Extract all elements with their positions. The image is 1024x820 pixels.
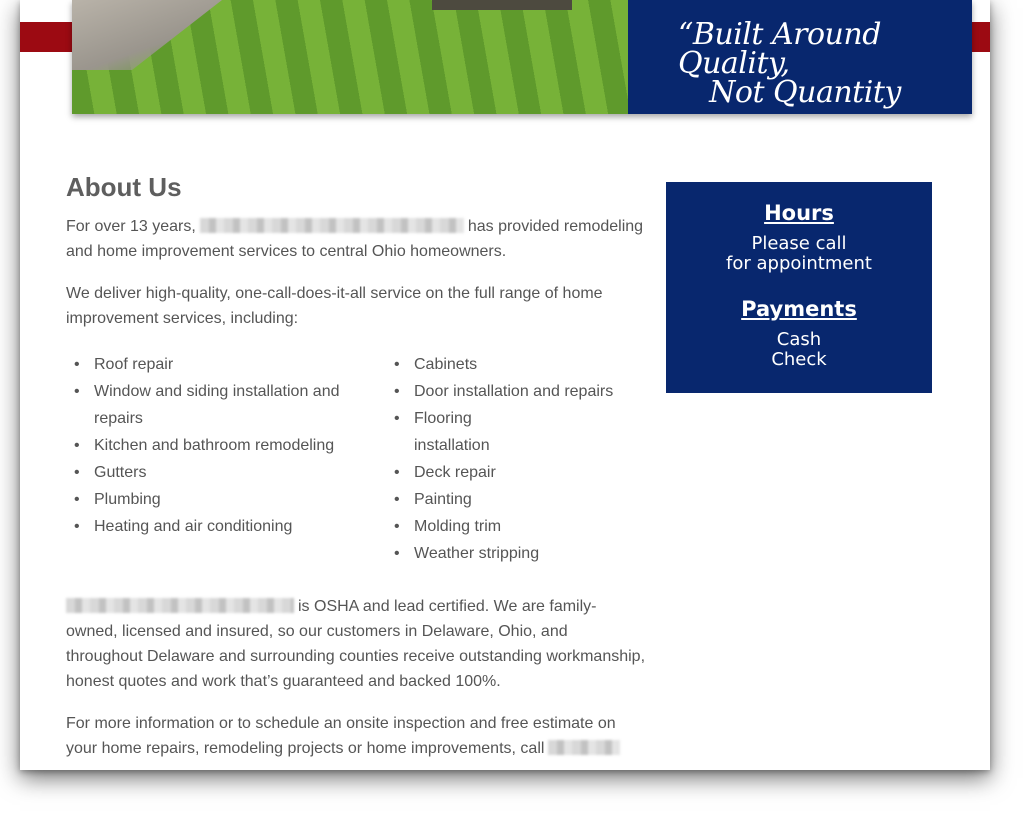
intro-paragraph	[66, 214, 648, 264]
lawn-photo	[72, 0, 628, 114]
header-red-band-right	[970, 22, 990, 52]
list-item: • Window and siding installation and repairs	[66, 378, 386, 432]
certification-paragraph	[66, 594, 648, 694]
payment-methods	[666, 330, 932, 370]
payment-method-cash: Cash	[776, 329, 822, 350]
hours-heading: Hours	[764, 201, 834, 225]
payments-heading: Payments	[741, 297, 857, 321]
hours-payments-box	[666, 182, 932, 393]
list-item: • Plumbing	[66, 486, 386, 513]
list-item: • Flooring installation	[386, 405, 514, 459]
services-intro-paragraph: We deliver high-quality, one-call-does-it-all service on the full range of home improvement services, including:	[66, 285, 603, 327]
list-item: • Weather stripping	[386, 540, 636, 567]
slogan-panel	[628, 0, 972, 114]
slogan-line-2: Not Quantity	[709, 74, 901, 110]
about-section	[66, 170, 648, 761]
hours-line-2: for appointment	[726, 253, 872, 274]
services-column-2	[386, 351, 636, 567]
list-item: • Roof repair	[66, 351, 386, 378]
header-red-band-left	[20, 22, 72, 52]
list-item: • Door installation and repairs	[386, 378, 636, 405]
intro-text-start: For over 13 years,	[66, 218, 196, 235]
list-item: • Gutters	[66, 459, 386, 486]
list-item: • Molding trim	[386, 513, 636, 540]
hours-line-1: Please call	[751, 233, 847, 254]
services-list	[66, 351, 648, 567]
intro-text-end: has provided remodeling and home improvement services to central Ohio homeowners.	[66, 218, 644, 260]
list-item: • Kitchen and bathroom remodeling	[66, 432, 386, 459]
list-item: • Cabinets	[386, 351, 636, 378]
redacted-company-name	[200, 218, 464, 233]
hours-text	[666, 234, 932, 274]
contact-text: For more information or to schedule an onsite inspection and free estimate on your home repairs, remodeling projects or home improvements, call	[66, 715, 616, 757]
redacted-phone-number	[548, 740, 620, 755]
slogan-line-1: “Built Around Quality,	[678, 16, 881, 81]
contact-paragraph	[66, 711, 648, 761]
driveway-photo-detail	[72, 0, 222, 70]
page-frame	[20, 0, 990, 770]
services-column-1	[66, 351, 386, 567]
hedge-photo-detail	[432, 0, 572, 10]
payment-method-check: Check	[771, 349, 827, 370]
certification-text: is OSHA and lead certified. We are family-owned, licensed and insured, so our customers in Delaware, Ohio, and throughout Delaware and surrounding counties receive outstanding workmanship, honest quotes and work that’s guaranteed and backed 100%.	[66, 598, 646, 690]
redacted-company-name	[66, 598, 294, 613]
about-title: About Us	[66, 172, 182, 202]
list-item: • Deck repair	[386, 459, 636, 486]
list-item: • Heating and air conditioning	[66, 513, 386, 540]
header-banner	[72, 0, 972, 114]
list-item: • Painting	[386, 486, 636, 513]
